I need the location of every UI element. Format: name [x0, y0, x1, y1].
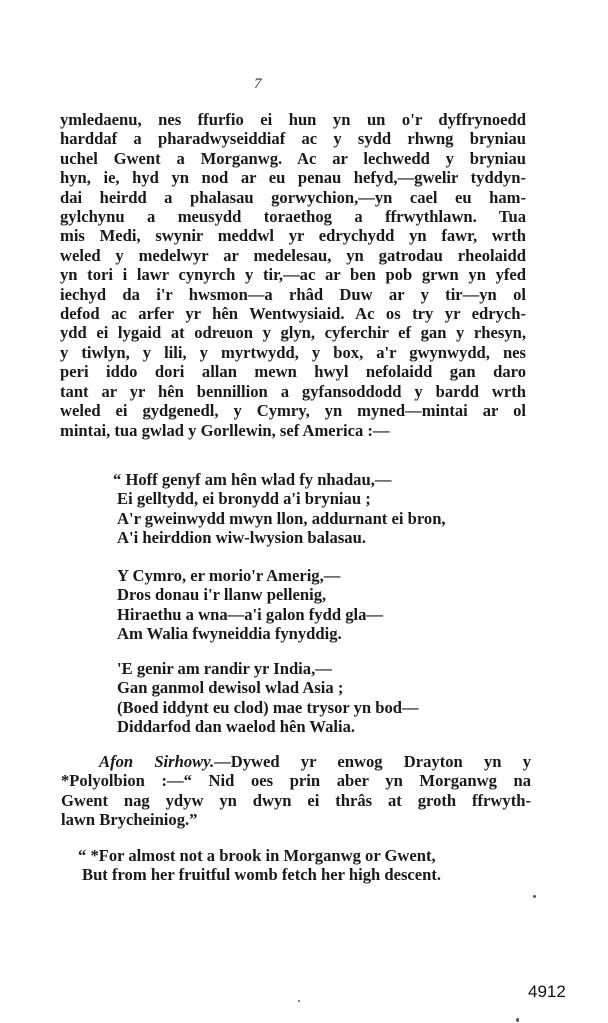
text-line: uchel Gwent a Morganwg. Ac ar lechwedd y bryniau — [60, 148, 526, 168]
verse-line: A'i heirddion wiw-lwysion balasau. — [117, 528, 366, 548]
verse-line: “ *For almost not a brook in Morganwg or Gwent, — [78, 846, 436, 865]
text-line: defod ac arfer yr hên Wentwysiaid. Ac os try yr edrych- — [60, 304, 526, 324]
verse-line: Ei gelltydd, ei bronydd a'i bryniau ; — [117, 489, 371, 509]
text-line: hyn, ie, hyd yn nod ar eu penau hefyd,—gwelir tyddyn- — [60, 168, 526, 188]
text-line: harddaf a pharadwyseiddiaf ac y sydd rhwng bryniau — [60, 129, 526, 149]
text-line: tant ar yr hên bennillion a gyfansoddodd y bardd wrth — [60, 381, 526, 401]
catalog-number: 4912 — [528, 982, 566, 1001]
verse-line: Am Walia fwyneiddia fynyddig. — [117, 624, 342, 644]
print-speck — [533, 895, 536, 898]
poem-stanza-1 — [113, 470, 446, 548]
print-speck — [516, 1018, 519, 1022]
english-quotation — [78, 846, 441, 885]
verse-line: “ Hoff genyf am hên wlad fy nhadau,— — [113, 470, 392, 489]
verse-line: Diddarfod dan waelod hên Walia. — [117, 717, 356, 737]
poem-stanza-2 — [117, 566, 383, 644]
page-number: 7 — [254, 76, 262, 92]
text-line: gylchynu a meusydd toraethog a ffrwythlawn. Tua — [60, 207, 526, 227]
print-speck — [298, 1000, 300, 1002]
text-line: peri iddo dori allan mewn hwyl nefolaidd gan daro — [60, 362, 526, 382]
text-line: mis Medi, swynir meddwl yr edrychydd yn fawr, wrth — [60, 226, 526, 246]
text-line: ymledaenu, nes ffurfio ei hun yn un o'r dyffrynoedd — [60, 110, 526, 129]
verse-line: Hiraethu a wna—a'i galon fydd gla— — [117, 604, 383, 624]
verse-line: 'E genir am randir yr India,— — [117, 659, 332, 678]
text-line: y tiwlyn, y lili, y myrtwydd, y box, a'r gwynwydd, nes — [60, 342, 526, 362]
text-line: dai heirdd a phalasau gorwychion,—yn cael eu ham- — [60, 187, 526, 207]
text-line: lawn Brycheiniog.” — [61, 810, 198, 830]
paragraph-2 — [61, 752, 531, 830]
text-run: —Dywed yr enwog Drayton yn y — [214, 752, 531, 771]
text-line: yn tori i lawr cynyrch y tir,—ac ar ben pob grwn yn yfed — [60, 265, 526, 285]
verse-line: Gan ganmol dewisol wlad Asia ; — [117, 678, 344, 698]
text-line: mintai, tua gwlad y Gorllewin, sef America :— — [60, 420, 390, 440]
text-line: weled y medelwyr ar medelesau, yn gatrodau rheolaidd — [60, 245, 526, 265]
text-line: Gwent nag ydyw yn dwyn ei thrâs at groth ffrwyth- — [61, 790, 531, 810]
verse-line: (Boed iddynt eu clod) mae trysor yn bod— — [117, 697, 419, 717]
text-line: weled ei gydgenedl, y Cymry, yn myned—mintai ar ol — [60, 401, 526, 421]
text-line: ydd ei lygaid at odreuon y glyn, cyferchir ef gan y rhesyn, — [60, 323, 526, 343]
text-line: *Polyolbion :—“ Nid oes prin aber yn Morganwg na — [61, 771, 531, 791]
verse-line: A'r gweinwydd mwyn llon, addurnant ei bron, — [117, 508, 446, 528]
poem-stanza-3 — [117, 659, 419, 737]
verse-line: But from her fruitful womb fetch her high descent. — [82, 865, 442, 885]
paragraph-1 — [60, 110, 526, 440]
verse-line: Dros donau i'r llanw pellenig, — [117, 585, 327, 605]
verse-line: Y Cymro, er morio'r Amerig,— — [117, 566, 341, 585]
text-line: iechyd da i'r hwsmon—a rhâd Duw ar y tir—yn ol — [60, 284, 526, 304]
text-line — [61, 752, 531, 771]
paragraph-heading: Afon Sirhowy. — [99, 752, 215, 771]
